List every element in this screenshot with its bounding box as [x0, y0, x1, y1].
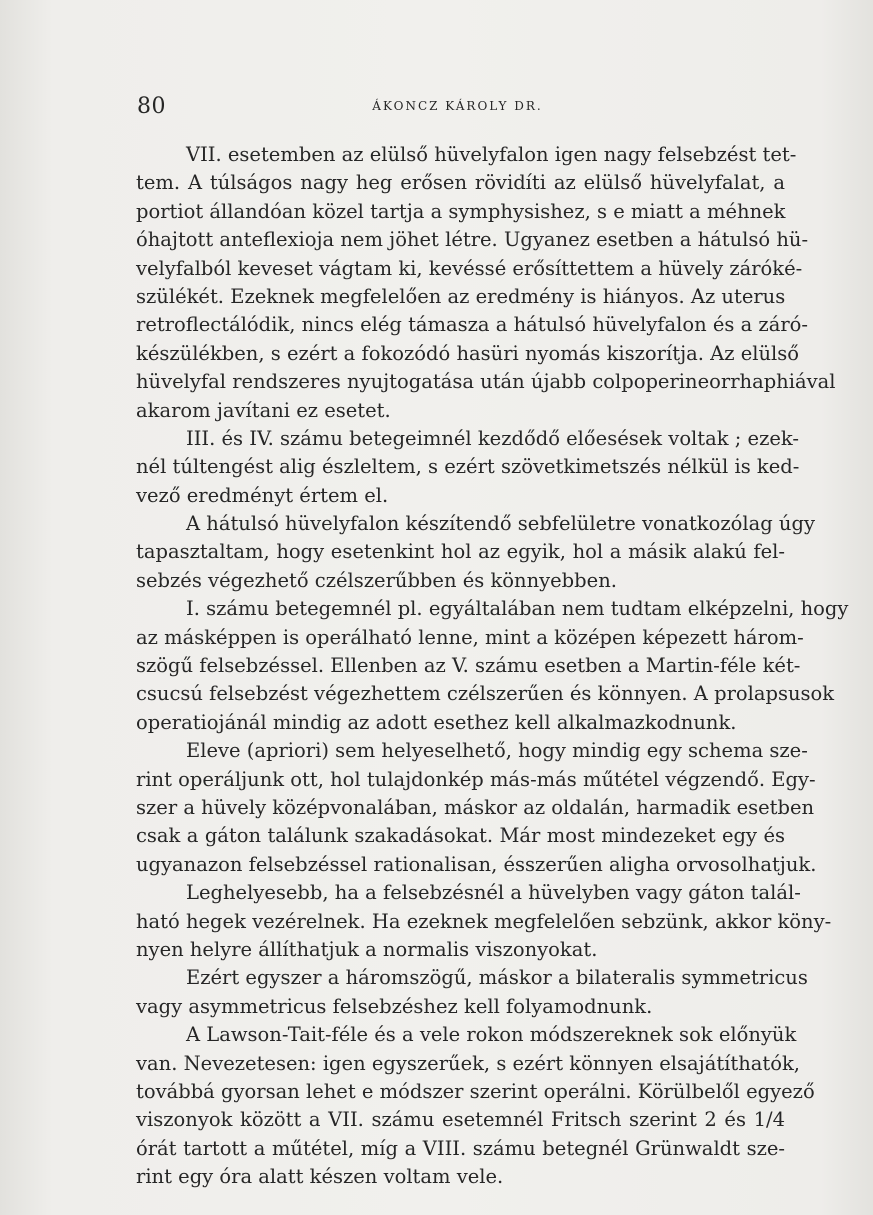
text-line: III. és IV. számu betegeimnél kezdődő előesések voltak ; ezek-	[186, 426, 799, 450]
text-line: szögű felsebzéssel. Ellenben az V. számu esetben a Martin-féle két-	[136, 654, 801, 678]
text-line: szer a hüvely középvonalában, máskor az oldalán, harmadik esetben	[136, 795, 815, 819]
text-line: VII. esetemben az elülső hüvelyfalon igen nagy felsebzést tet-	[186, 143, 797, 166]
text-line: van. Nevezetesen: igen egyszerűek, s ezért könnyen elsajátíthatók,	[136, 1051, 800, 1075]
text-line: készülékben, s ezért a fokozódó hasüri nyomás kiszorítja. Az elülső	[136, 341, 800, 365]
body-text	[136, 141, 849, 1191]
page-number: 80	[137, 94, 166, 119]
text-line: Eleve (apriori) sem helyeselhető, hogy mindig egy schema sze-	[186, 739, 808, 763]
text-line: ugyanazon felsebzéssel rationalisan, ésszerűen aligha orvosolhatjuk.	[136, 852, 817, 876]
text-line: operatiojánál mindig az adott esethez kell alkalmazkodnunk.	[136, 710, 737, 734]
text-line: nyen helyre állíthatjuk a normalis viszonyokat.	[136, 937, 598, 961]
text-line: ható hegek vezérelnek. Ha ezeknek megfelelően sebzünk, akkor köny-	[136, 909, 832, 933]
text-line: hüvelyfal rendszeres nyujtogatása után újabb colpoperineorrhaphiával	[136, 370, 836, 394]
text-line: retroflectálódik, nincs elég támasza a hátulsó hüvelyfalon és a záró-	[136, 313, 808, 337]
text-line: óhajtott anteflexioja nem jöhet létre. Ugyanez esetben a hátulsó hü-	[136, 228, 809, 252]
text-line: rint operáljunk ott, hol tulajdonkép más-más műtétel végzendő. Egy-	[136, 767, 816, 791]
text-line: velyfalból keveset vágtam ki, kevéssé erősíttettem a hüvely záróké-	[136, 256, 803, 280]
text-line: I. számu betegemnél pl. egyáltalában nem tudtam elképzelni, hogy	[186, 597, 849, 621]
text-line: szülékét. Ezeknek megfelelően az eredmény is hiányos. Az uterus	[136, 284, 786, 308]
text-line: akarom javítani ez esetet.	[136, 398, 391, 422]
text-line: rint egy óra alatt készen voltam vele.	[136, 1165, 504, 1189]
text-line: viszonyok között a VII. számu esetemnél Fritsch szerint 2 és 1/4	[136, 1108, 785, 1132]
text-line: csak a gáton találunk szakadásokat. Már most mindezeket egy és	[136, 824, 785, 848]
text-line: továbbá gyorsan lehet e módszer szerint operálni. Körülbelől egyező	[136, 1079, 815, 1103]
text-line: tem. A túlságos nagy heg erősen rövidíti az elülső hüvelyfalat, a	[136, 171, 785, 195]
text-line: órát tartott a műtétel, míg a VIII. számu betegnél Grünwaldt sze-	[136, 1136, 785, 1160]
text-line: sebzés végezhető czélszerűbben és könnyebben.	[136, 568, 617, 592]
text-line: A Lawson-Tait-féle és a vele rokon módszereknek sok előnyük	[186, 1023, 797, 1047]
running-header: ÁKONCZ KÁROLY DR.	[372, 99, 543, 113]
text-line: nél túltengést alig észleltem, s ezért szövetkimetszés nélkül is ked-	[136, 455, 800, 479]
text-line: portiot állandóan közel tartja a symphysishez, s e miatt a méhnek	[136, 199, 786, 223]
text-line: csucsú felsebzést végezhettem czélszerűen és könnyen. A prolapsusok	[136, 682, 835, 706]
text-line: Ezért egyszer a háromszögű, máskor a bilateralis symmetricus	[186, 966, 808, 990]
text-line: az másképpen is operálható lenne, mint a középen képezett három-	[136, 625, 804, 649]
text-line: tapasztaltam, hogy esetenkint hol az egyik, hol a másik alakú fel-	[136, 540, 785, 564]
text-line: vagy asymmetricus felsebzéshez kell folyamodnunk.	[136, 994, 653, 1018]
text-line: vező eredményt értem el.	[136, 483, 389, 507]
text-line: A hátulsó hüvelyfalon készítendő sebfelületre vonatkozólag úgy	[186, 512, 815, 536]
text-line: Leghelyesebb, ha a felsebzésnél a hüvelyben vagy gáton talál-	[186, 881, 801, 905]
